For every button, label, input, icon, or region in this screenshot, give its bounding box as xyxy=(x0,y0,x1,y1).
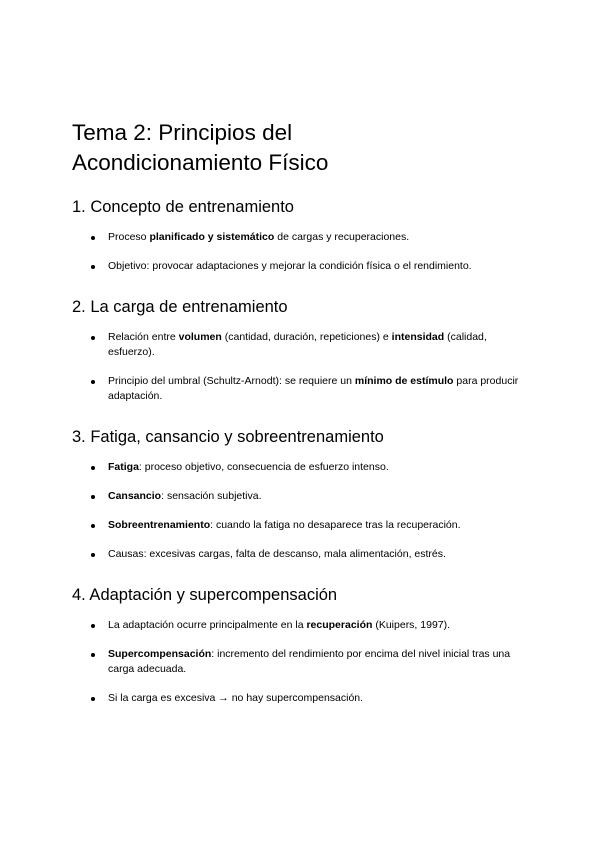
text: de cargas y recuperaciones. xyxy=(274,231,410,243)
section-heading: 1. Concepto de entrenamiento xyxy=(72,198,294,216)
bullet-list xyxy=(72,330,528,404)
section-concepto xyxy=(72,197,528,274)
bold-text: volumen xyxy=(178,331,222,343)
list-item xyxy=(72,489,528,504)
text: : cuando la fatiga no desaparece tras la recuperación. xyxy=(210,519,461,531)
bold-text: Fatiga xyxy=(108,461,139,473)
text: Proceso xyxy=(108,231,150,243)
text: (Kuipers, 1997). xyxy=(372,619,451,631)
bold-text: recuperación xyxy=(306,619,373,631)
bullet-list xyxy=(72,230,528,274)
document-page xyxy=(72,118,528,706)
list-item xyxy=(72,330,528,360)
text: : incremento del rendimiento por encima del nivel inicial tras una carga adecuada. xyxy=(108,648,511,675)
text: (calidad, esfuerzo). xyxy=(108,331,487,358)
list-item xyxy=(72,691,528,706)
section-heading: 3. Fatiga, cansancio y sobreentrenamiento xyxy=(72,428,384,446)
text: (cantidad, duración, repeticiones) e xyxy=(221,331,392,343)
text: Relación entre xyxy=(108,331,179,343)
page-title xyxy=(72,118,528,178)
bullet-list xyxy=(72,618,528,706)
list-item xyxy=(72,518,528,533)
bold-text: planificado y sistemático xyxy=(149,231,275,243)
text: Si la carga es excesiva → no hay supercompensación. xyxy=(108,692,364,704)
text: para producir adaptación. xyxy=(108,375,519,402)
list-item xyxy=(72,547,528,562)
title-line-1: Tema 2: Principios del xyxy=(72,120,293,145)
section-heading: 2. La carga de entrenamiento xyxy=(72,298,288,316)
section-adaptacion xyxy=(72,585,528,706)
list-item xyxy=(72,230,528,245)
text: : proceso objetivo, consecuencia de esfuerzo intenso. xyxy=(138,461,389,473)
bullet-list xyxy=(72,460,528,562)
bold-text: Sobreentrenamiento xyxy=(108,519,211,531)
section-carga xyxy=(72,297,528,404)
text: : sensación subjetiva. xyxy=(161,490,262,502)
bold-text: mínimo de estímulo xyxy=(354,375,454,387)
section-fatiga xyxy=(72,427,528,562)
text: Causas: excesivas cargas, falta de descanso, mala alimentación, estrés. xyxy=(108,548,446,560)
list-item xyxy=(72,618,528,633)
list-item xyxy=(72,374,528,404)
title-line-2: Acondicionamiento Físico xyxy=(72,150,329,175)
text: Objetivo: provocar adaptaciones y mejorar la condición física o el rendimiento. xyxy=(108,260,472,272)
section-heading: 4. Adaptación y supercompensación xyxy=(72,586,338,604)
list-item xyxy=(72,460,528,475)
bold-text: Cansancio xyxy=(108,490,162,502)
bold-text: Supercompensación xyxy=(108,648,212,660)
list-item xyxy=(72,259,528,274)
bold-text: intensidad xyxy=(391,331,445,343)
list-item xyxy=(72,647,528,677)
text: La adaptación ocurre principalmente en la xyxy=(108,619,307,631)
text: Principio del umbral (Schultz-Arnodt): se requiere un xyxy=(108,375,355,387)
